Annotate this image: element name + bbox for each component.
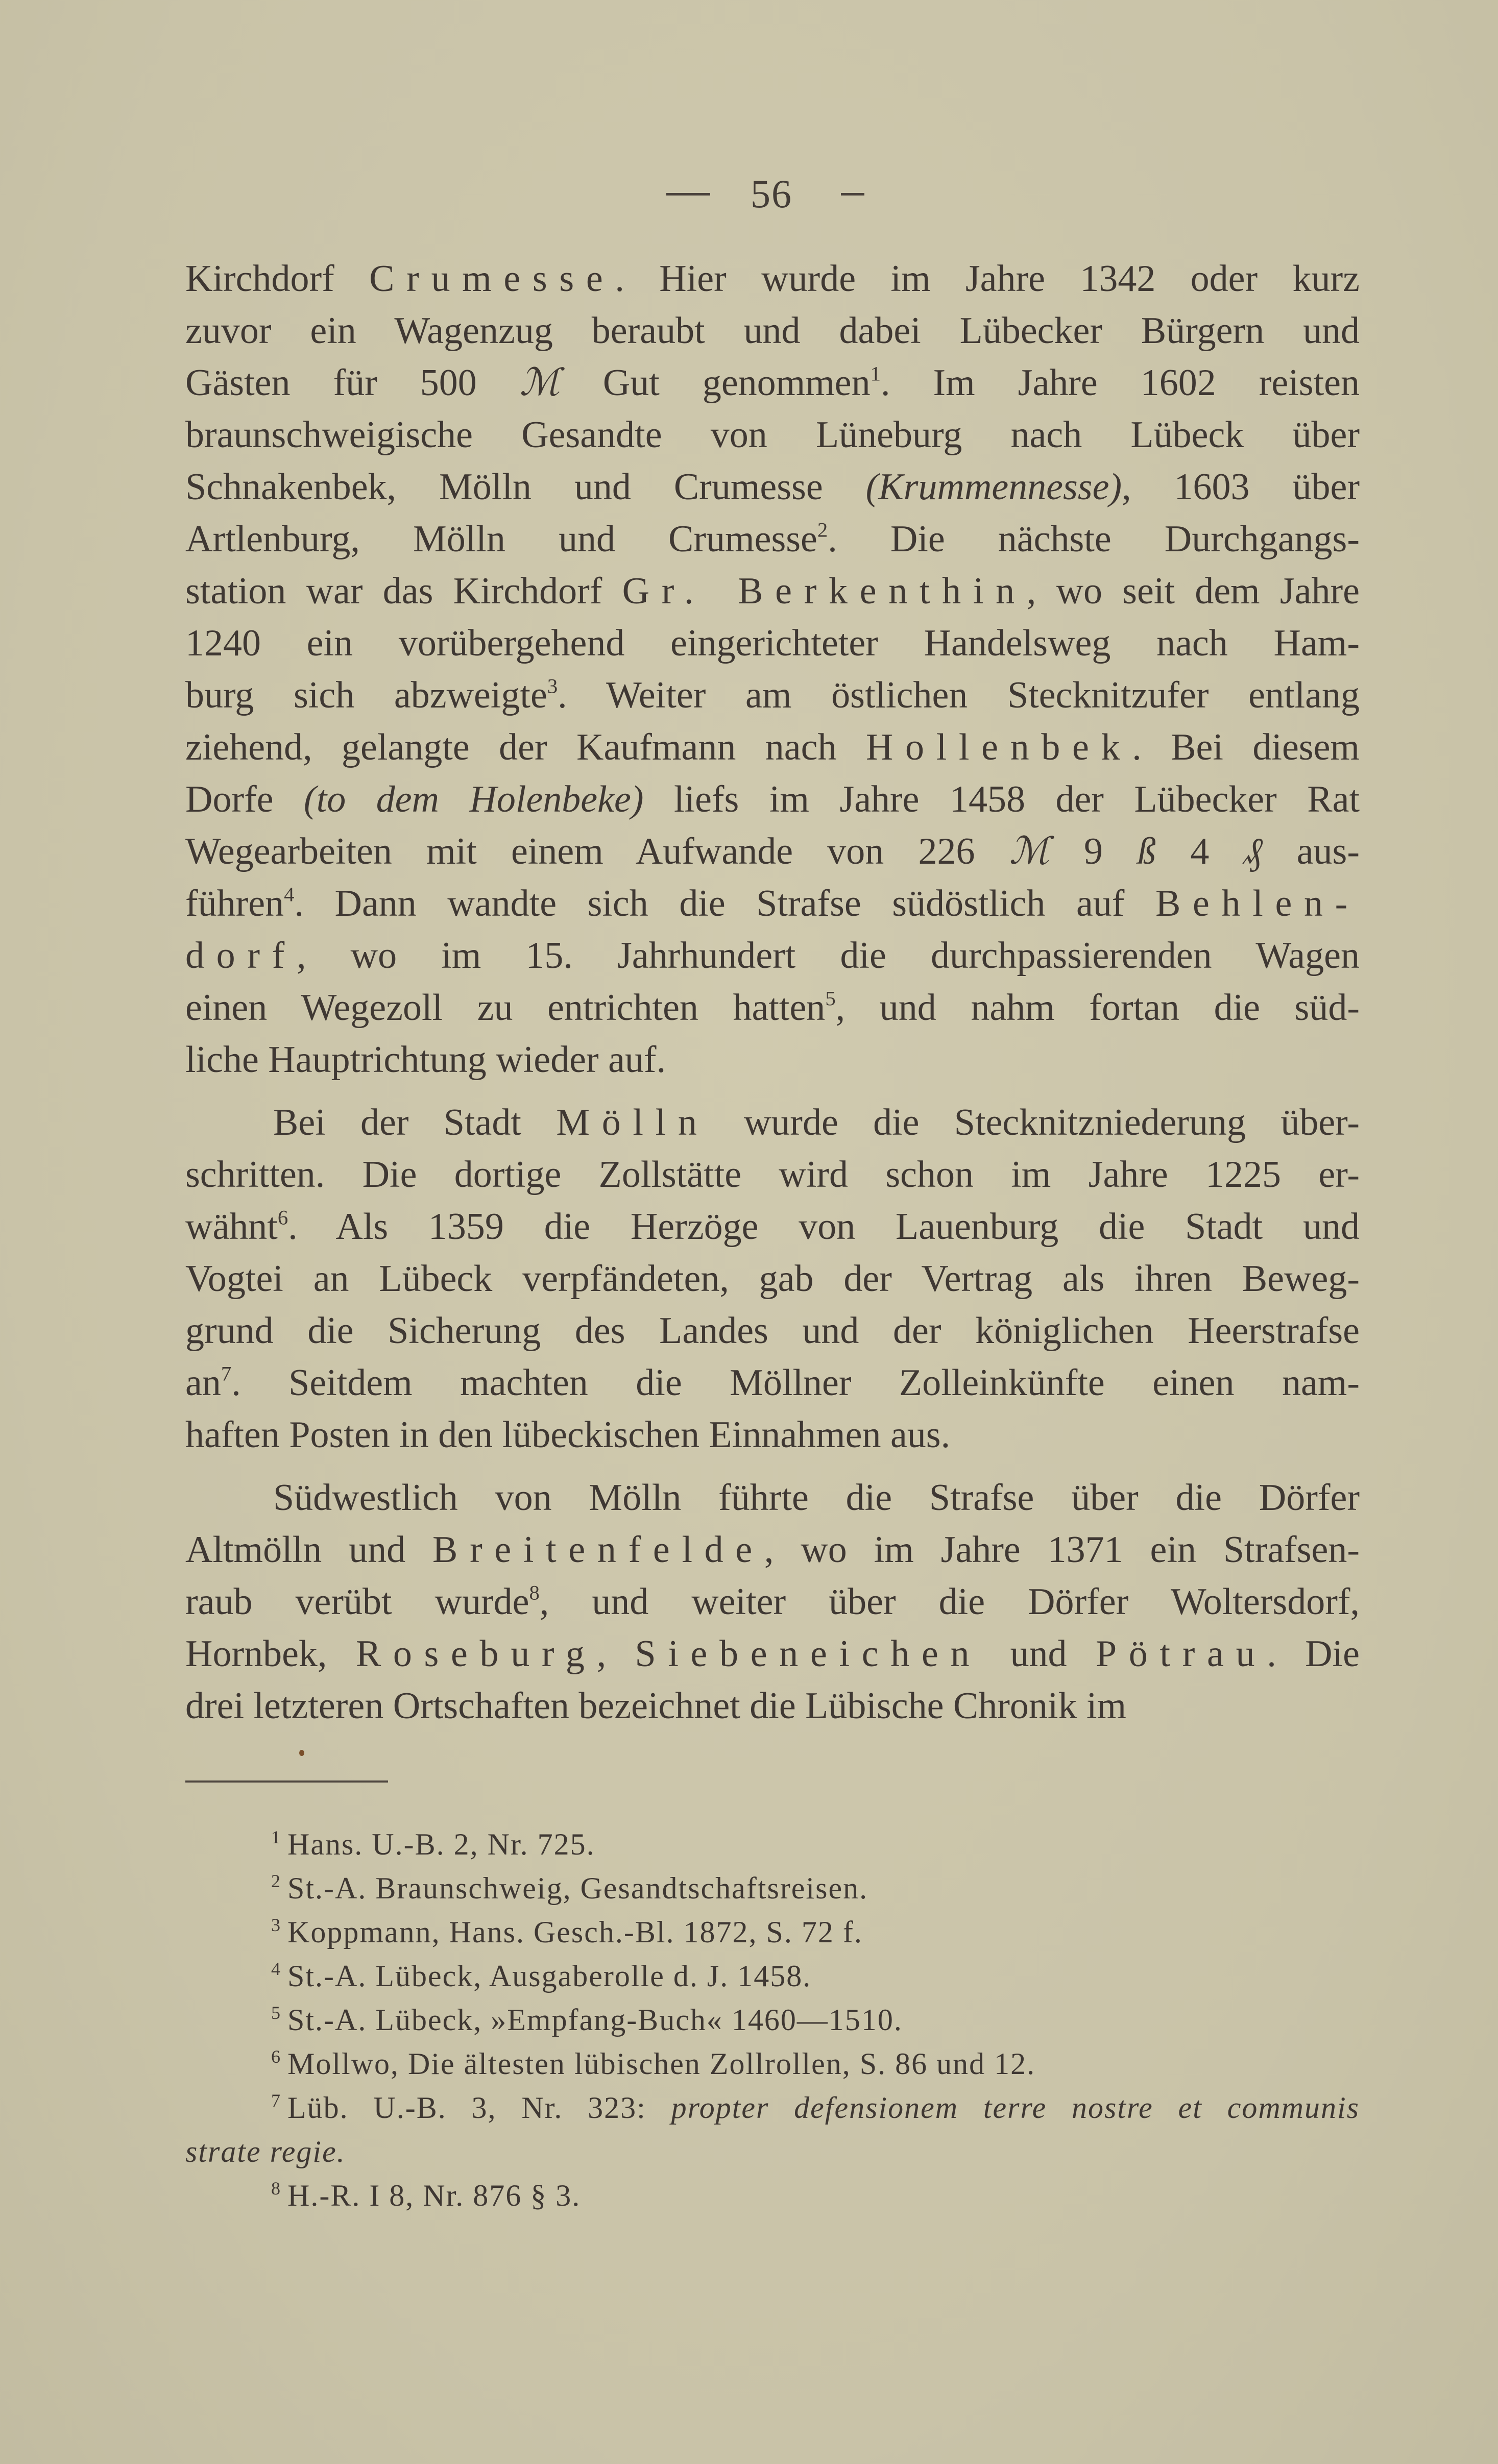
footnote-number: 4 bbox=[271, 1959, 280, 1980]
currency-symbol: ℳ bbox=[1009, 831, 1050, 872]
text-line bbox=[185, 357, 1360, 409]
text-line bbox=[185, 1628, 1360, 1680]
text-line bbox=[185, 1357, 1360, 1409]
text-run: und bbox=[981, 1633, 1096, 1675]
text-run: Gästen für 500 bbox=[185, 362, 520, 404]
footnote-reference: 2 bbox=[817, 518, 828, 542]
text-run: . Als 1359 die Herzöge von Lauenburg die Stadt und bbox=[288, 1206, 1360, 1248]
text-line bbox=[185, 513, 1360, 565]
paragraph bbox=[185, 1472, 1360, 1732]
text-line bbox=[185, 409, 1360, 461]
text-run: Wegearbeiten mit einem Aufwande von 226 bbox=[185, 831, 1009, 872]
text-run: einen Wegezoll zu entrichten hatten bbox=[185, 987, 826, 1029]
text-line bbox=[185, 1253, 1360, 1305]
footnote-reference: 1 bbox=[870, 362, 881, 385]
text-line bbox=[185, 877, 1360, 930]
footnote-reference: 7 bbox=[221, 1362, 232, 1385]
text-line bbox=[185, 721, 1360, 773]
text-run: führen bbox=[185, 883, 284, 924]
text-run: braunschweigische Gesandte von Lüneburg nach Lübeck über bbox=[185, 414, 1360, 456]
text-line bbox=[185, 1409, 1360, 1461]
footnote bbox=[185, 2042, 1360, 2086]
text-line bbox=[185, 617, 1360, 669]
footnotes bbox=[185, 1822, 1360, 2217]
text-run: , bbox=[596, 1633, 635, 1675]
spaced-place-name: Behlen- bbox=[1155, 883, 1360, 924]
text-line bbox=[185, 1201, 1360, 1253]
paper-speck bbox=[299, 1750, 304, 1756]
text-run: liche Hauptrichtung wieder auf. bbox=[185, 1039, 666, 1081]
text-line bbox=[185, 1472, 1360, 1524]
text-run: . Seitdem machten die Möllner Zolleinkünfte einen nam- bbox=[231, 1362, 1360, 1404]
footnote bbox=[185, 1954, 1360, 1998]
text-run: burg sich abzweigte bbox=[185, 674, 547, 716]
text-run: Gut genommen bbox=[560, 362, 871, 404]
currency-symbol: ß bbox=[1137, 831, 1156, 872]
footnote-reference: 6 bbox=[277, 1206, 288, 1229]
spaced-place-name: Hollenbek bbox=[865, 726, 1132, 768]
text-run: aus- bbox=[1262, 831, 1360, 872]
text-run: . Die bbox=[1267, 1633, 1360, 1675]
text-line bbox=[185, 1524, 1360, 1576]
text-run: wurde die Stecknitzniederung über- bbox=[709, 1102, 1360, 1143]
footnote-number: 5 bbox=[271, 2003, 280, 2023]
page-header bbox=[0, 168, 1498, 219]
text-run: zuvor ein Wagenzug beraubt und dabei Lübecker Bürgern und bbox=[185, 310, 1360, 352]
text-run: Altmölln und bbox=[185, 1529, 433, 1571]
text-run: Dorfe bbox=[185, 778, 304, 820]
text-line bbox=[185, 565, 1360, 617]
text-run: , 1603 über bbox=[1122, 466, 1360, 508]
text-line bbox=[185, 461, 1360, 513]
text-run: 4 bbox=[1156, 831, 1244, 872]
footnote-text: Koppmann, Hans. Gesch.-Bl. 1872, S. 72 f. bbox=[287, 1915, 863, 1949]
text-run: Südwestlich von Mölln führte die Strafse über die Dörfer bbox=[273, 1477, 1360, 1519]
text-run: station war das Kirchdorf bbox=[185, 570, 622, 612]
body-text bbox=[185, 253, 1360, 1743]
text-line bbox=[185, 825, 1360, 877]
text-run: , wo im 15. Jahrhundert die durchpassierenden Wagen bbox=[297, 935, 1360, 977]
page-number: 56 bbox=[751, 172, 792, 216]
text-run: Bei der Stadt bbox=[273, 1102, 557, 1143]
footnote-continuation bbox=[185, 2130, 1360, 2174]
page-number-dash-left bbox=[666, 193, 710, 196]
text-run: . Hier wurde im Jahre 1342 oder kurz bbox=[615, 258, 1360, 300]
text-run: . Dann wandte sich die Strafse südöstlich auf bbox=[294, 883, 1155, 924]
spaced-place-name: Siebeneichen bbox=[635, 1633, 982, 1675]
text-run: . Weiter am östlichen Stecknitzufer entlang bbox=[558, 674, 1360, 716]
text-run: liefs im Jahre 1458 der Lübecker Rat bbox=[643, 778, 1360, 820]
text-run: . Im Jahre 1602 reisten bbox=[880, 362, 1360, 404]
paragraph bbox=[185, 253, 1360, 1086]
footnote-text: H.-R. I 8, Nr. 876 § 3. bbox=[287, 2179, 581, 2212]
footnote-number: 7 bbox=[271, 2090, 280, 2111]
footnote bbox=[185, 2174, 1360, 2217]
text-line bbox=[185, 1305, 1360, 1357]
footnote-italic-text: strate regie. bbox=[185, 2135, 346, 2168]
text-run: drei letzteren Ortschaften bezeichnet die Lübische Chronik im bbox=[185, 1685, 1127, 1727]
text-run: ziehend, gelangte der Kaufmann nach bbox=[185, 726, 866, 768]
spaced-place-name: dorf bbox=[185, 935, 297, 977]
text-run: . Bei diesem bbox=[1132, 726, 1360, 768]
footnote-reference: 8 bbox=[529, 1581, 540, 1604]
text-run: . Die nächste Durchgangs- bbox=[828, 518, 1360, 560]
footnote-number: 6 bbox=[271, 2046, 280, 2067]
footnote-italic-text: propter defensionem terre nostre et communis bbox=[671, 2091, 1360, 2125]
text-line bbox=[185, 1149, 1360, 1201]
text-run: wähnt bbox=[185, 1206, 278, 1248]
text-run: 1240 ein vorübergehend eingerichteter Handelsweg nach Ham- bbox=[185, 622, 1360, 664]
text-line bbox=[185, 1096, 1360, 1149]
spaced-place-name: Breitenfelde bbox=[432, 1529, 764, 1571]
footnote-text: Mollwo, Die ältesten lübischen Zollrollen, S. 86 und 12. bbox=[287, 2047, 1036, 2081]
text-line bbox=[185, 669, 1360, 721]
text-run: Artlenburg, Mölln und Crumesse bbox=[185, 518, 817, 560]
footnote-number: 8 bbox=[271, 2178, 280, 2199]
spaced-place-name: Gr. Berkenthin bbox=[622, 570, 1027, 612]
spaced-place-name: Mölln bbox=[556, 1102, 709, 1143]
footnote-text: St.-A. Lübeck, »Empfang-Buch« 1460—1510. bbox=[287, 2003, 903, 2037]
text-line bbox=[185, 1576, 1360, 1628]
italic-text: (to dem Holenbeke) bbox=[304, 778, 644, 820]
spaced-place-name: Crumesse bbox=[369, 258, 615, 300]
footnote-number: 1 bbox=[271, 1827, 280, 1848]
text-line bbox=[185, 982, 1360, 1034]
text-line bbox=[185, 773, 1360, 825]
text-line bbox=[185, 1034, 1360, 1086]
text-run: , wo im Jahre 1371 ein Strafsen- bbox=[764, 1529, 1360, 1571]
text-run: an bbox=[185, 1362, 221, 1404]
text-run: , wo seit dem Jahre bbox=[1026, 570, 1360, 612]
text-run: Schnakenbek, Mölln und Crumesse bbox=[185, 466, 866, 508]
text-run: Vogtei an Lübeck verpfändeten, gab der Vertrag als ihren Beweg- bbox=[185, 1258, 1360, 1300]
footnote bbox=[185, 1866, 1360, 1910]
footnote bbox=[185, 2086, 1360, 2130]
footnote-reference: 3 bbox=[547, 674, 558, 698]
paragraph bbox=[185, 1096, 1360, 1461]
footnote-number: 3 bbox=[271, 1915, 280, 1936]
currency-symbol: ℳ bbox=[519, 362, 560, 404]
footnote bbox=[185, 1998, 1360, 2042]
text-run: raub verübt wurde bbox=[185, 1581, 529, 1623]
footnote-text: St.-A. Lübeck, Ausgaberolle d. J. 1458. bbox=[287, 1959, 812, 1993]
text-run: , und nahm fortan die süd- bbox=[835, 987, 1360, 1029]
footnote-separator bbox=[185, 1780, 388, 1783]
currency-symbol: ₰ bbox=[1243, 831, 1263, 872]
footnote-reference: 4 bbox=[284, 883, 295, 906]
text-run: Hornbek, bbox=[185, 1633, 356, 1675]
text-line bbox=[185, 253, 1360, 305]
footnote-reference: 5 bbox=[825, 987, 836, 1010]
text-run: schritten. Die dortige Zollstätte wird schon im Jahre 1225 er- bbox=[185, 1154, 1360, 1196]
text-line bbox=[185, 305, 1360, 357]
text-run: 9 bbox=[1049, 831, 1138, 872]
text-line bbox=[185, 930, 1360, 982]
spaced-place-name: Roseburg bbox=[355, 1633, 597, 1675]
text-run: Kirchdorf bbox=[185, 258, 370, 300]
footnote-text: Lüb. U.-B. 3, Nr. 323: bbox=[287, 2091, 671, 2125]
footnote-number: 2 bbox=[271, 1871, 280, 1892]
footnote bbox=[185, 1822, 1360, 1866]
text-run: grund die Sicherung des Landes und der königlichen Heerstrafse bbox=[185, 1310, 1360, 1352]
page-number-dash-right bbox=[841, 193, 864, 196]
footnote-text: St.-A. Braunschweig, Gesandtschaftsreisen. bbox=[287, 1871, 868, 1905]
text-line bbox=[185, 1680, 1360, 1732]
text-run: , und weiter über die Dörfer Woltersdorf, bbox=[539, 1581, 1360, 1623]
text-run: haften Posten in den lübeckischen Einnahmen aus. bbox=[185, 1414, 951, 1456]
spaced-place-name: Pötrau bbox=[1095, 1633, 1267, 1675]
italic-text: (Krummennesse) bbox=[865, 466, 1122, 508]
footnote bbox=[185, 1910, 1360, 1954]
footnote-text: Hans. U.-B. 2, Nr. 725. bbox=[287, 1827, 595, 1861]
